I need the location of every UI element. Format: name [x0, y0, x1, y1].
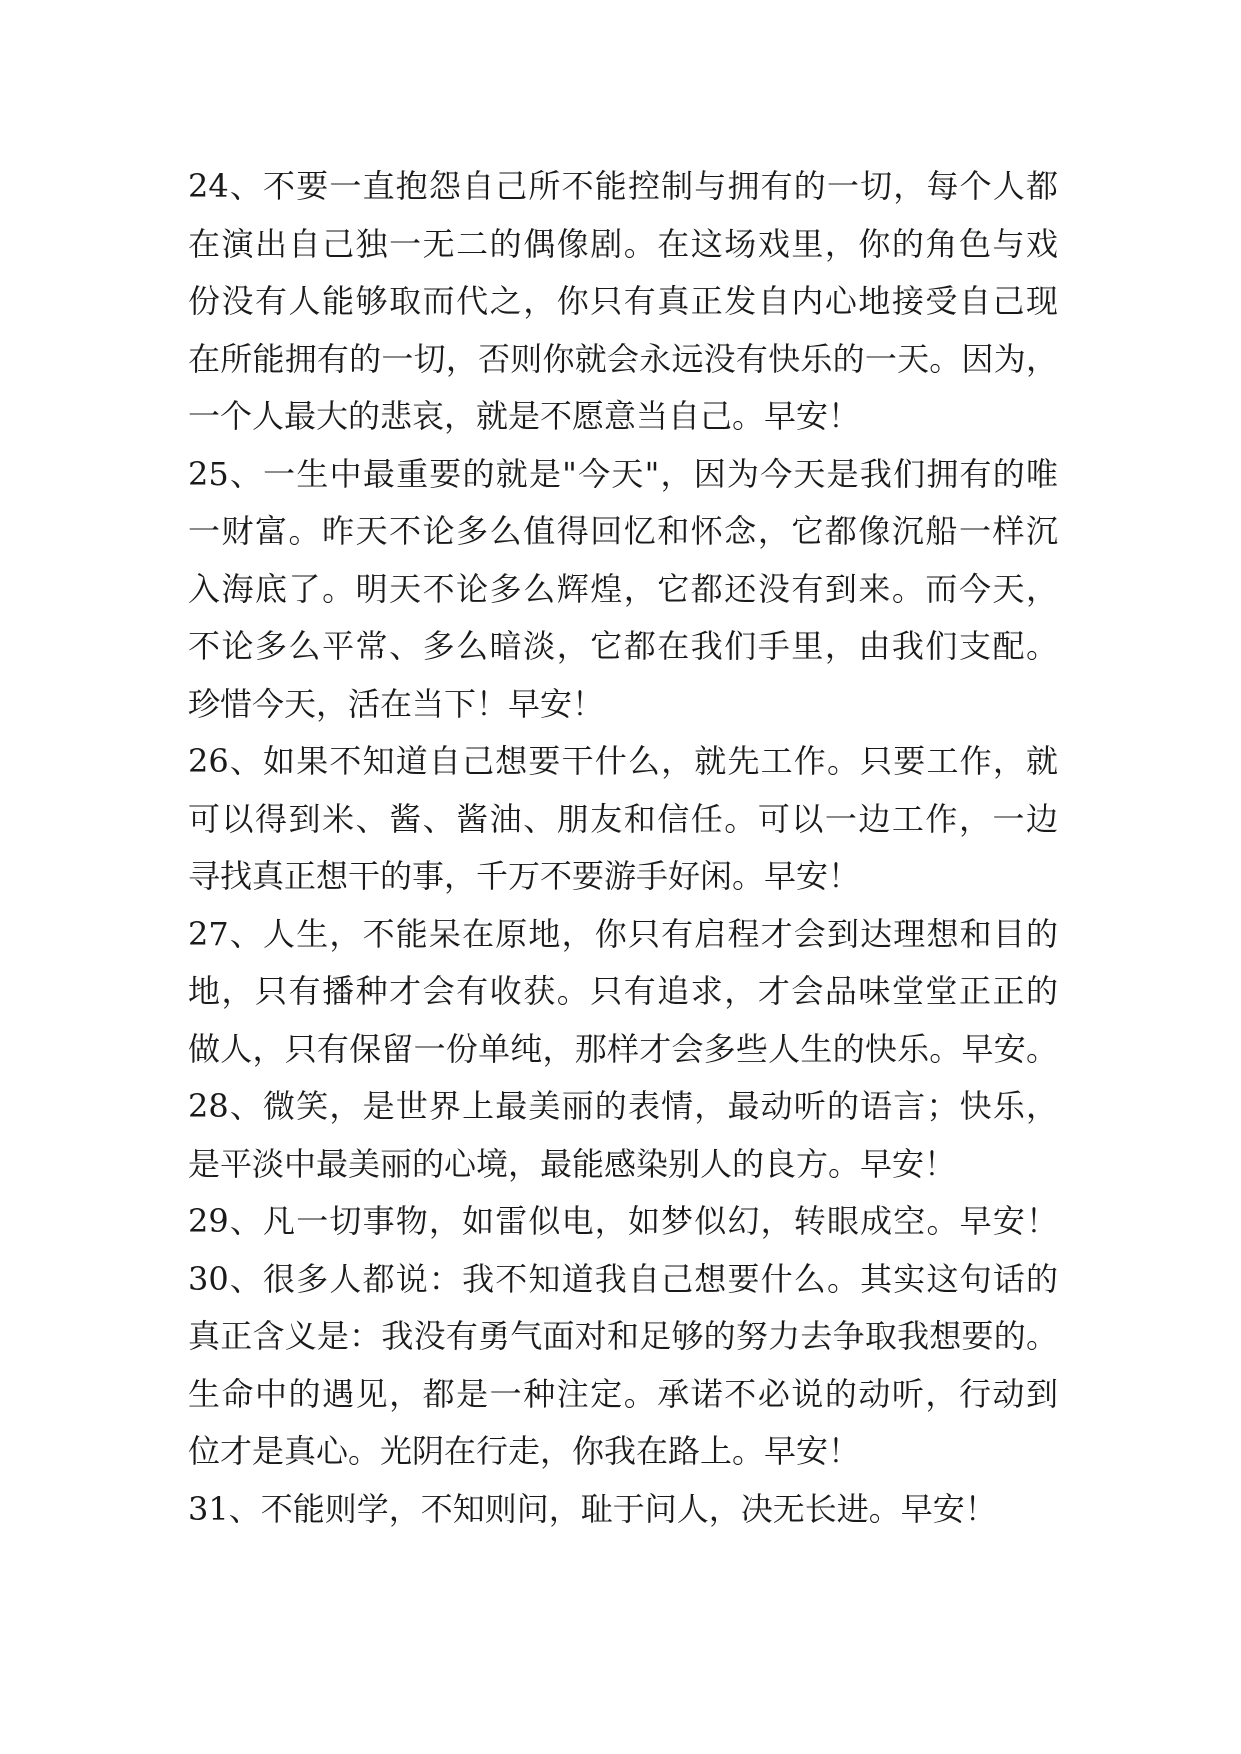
- text-line: 31、不能则学，不知则问，耻于问人，决无长进。早安！: [188, 1489, 997, 1528]
- text-line: 25、一生中最重要的就是"今天"，因为今天是我们拥有的唯: [188, 454, 1058, 493]
- paragraph-29: [188, 1193, 1058, 1251]
- text-line: 珍惜今天，活在当下！早安！: [188, 684, 605, 723]
- text-line: 24、不要一直抱怨自己所不能控制与拥有的一切，每个人都: [188, 167, 1058, 205]
- paragraph-28: [188, 1078, 1058, 1193]
- text-line: 一个人最大的悲哀，就是不愿意当自己。早安！: [188, 397, 861, 435]
- text-line: 不论多么平常、多么暗淡，它都在我们手里，由我们支配。: [188, 627, 1058, 665]
- text-line: 在所能拥有的一切，否则你就会永远没有快乐的一天。因为，: [188, 339, 1058, 378]
- text-line: 28、微笑，是世界上最美丽的表情，最动听的语言；快乐，: [188, 1087, 1058, 1125]
- text-line: 份没有人能够取而代之，你只有真正发自内心地接受自己现: [188, 282, 1058, 320]
- paragraph-25: [188, 446, 1058, 734]
- text-line: 30、很多人都说：我不知道我自己想要什么。其实这句话的: [188, 1259, 1058, 1298]
- paragraph-31: [188, 1481, 1058, 1539]
- text-line: 26、如果不知道自己想要干什么，就先工作。只要工作，就: [188, 742, 1058, 780]
- paragraph-26: [188, 733, 1058, 906]
- text-line: 做人，只有保留一份单纯，那样才会多些人生的快乐。早安。: [188, 1029, 1058, 1068]
- text-line: 27、人生，不能呆在原地，你只有启程才会到达理想和目的: [188, 914, 1058, 953]
- text-line: 寻找真正想干的事，千万不要游手好闲。早安！: [188, 857, 861, 895]
- text-line: 入海底了。明天不论多么辉煌，它都还没有到来。而今天，: [188, 569, 1058, 608]
- text-line: 在演出自己独一无二的偶像剧。在这场戏里，你的角色与戏: [188, 224, 1058, 263]
- text-line: 是平淡中最美丽的心境，最能感染别人的良方。早安！: [188, 1144, 957, 1183]
- paragraph-27: [188, 906, 1058, 1079]
- text-line: 地，只有播种才会有收获。只有追求，才会品味堂堂正正的: [188, 972, 1058, 1010]
- paragraph-30: [188, 1251, 1058, 1481]
- text-line: 位才是真心。光阴在行走，你我在路上。早安！: [188, 1432, 861, 1470]
- text-line: 29、凡一切事物，如雷似电，如梦似幻，转眼成空。早安！: [188, 1202, 1058, 1240]
- text-line: 一财富。昨天不论多么值得回忆和怀念，它都像沉船一样沉: [188, 512, 1058, 550]
- paragraph-24: [188, 158, 1058, 446]
- text-line: 真正含义是：我没有勇气面对和足够的努力去争取我想要的。: [188, 1317, 1058, 1355]
- text-line: 可以得到米、酱、酱油、朋友和信任。可以一边工作，一边: [188, 799, 1058, 838]
- text-line: 生命中的遇见，都是一种注定。承诺不必说的动听，行动到: [188, 1374, 1058, 1413]
- document-body: [188, 158, 1058, 1538]
